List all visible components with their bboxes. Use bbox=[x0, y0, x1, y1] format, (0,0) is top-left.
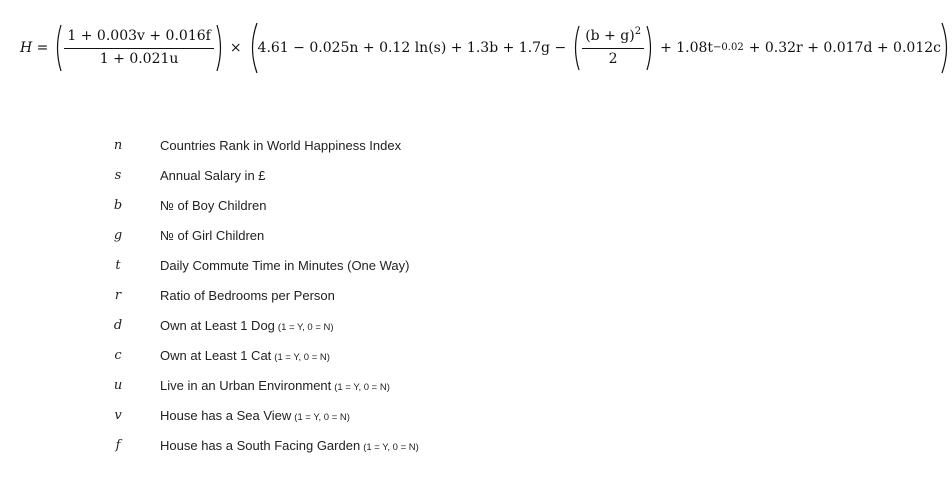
variable-description: Daily Commute Time in Minutes (One Way) bbox=[160, 258, 410, 273]
legend-row bbox=[0, 221, 884, 251]
fraction-multiplier-denominator: 1 + 0.021u bbox=[99, 50, 179, 67]
variable-description: Live in an Urban Environment (1 = Y, 0 = N) bbox=[160, 378, 390, 393]
variable-description: № of Girl Children bbox=[160, 228, 265, 243]
happiness-formula: H = $\frac{1 + 0.003v + 0.016f}{1 + 0.021u}$ × 4.61 − 0.025n + 0.12 ln(s) + 1.3b + 1.7g − $\frac{(b + g)^2}{2}$ + 1.08t −0.02 + 0.32r + 0.017d + 0.012c bbox=[20, 22, 952, 74]
right-paren-frac2 bbox=[646, 25, 655, 71]
variable-description: Annual Salary in £ bbox=[160, 168, 266, 183]
variable-description: Own at Least 1 Dog (1 = Y, 0 = N) bbox=[160, 318, 334, 333]
legend-row bbox=[0, 131, 884, 161]
legend-row bbox=[0, 251, 884, 281]
variable-description: Countries Rank in World Happiness Index bbox=[160, 138, 402, 153]
inner-expression-end: + 0.32r + 0.017d + 0.012c bbox=[748, 40, 941, 56]
times-sign: × bbox=[229, 40, 242, 56]
variable-description: House has a Sea View (1 = Y, 0 = N) bbox=[160, 408, 350, 423]
fraction-multiplier-numerator: 1 + 0.003v + 0.016f bbox=[64, 28, 213, 49]
variable-symbol: n bbox=[113, 138, 123, 153]
fraction-children-denominator: 2 bbox=[608, 50, 618, 67]
legend-row bbox=[0, 281, 884, 311]
variable-symbol: u bbox=[113, 378, 123, 393]
variable-description: № of Boy Children bbox=[160, 198, 267, 213]
inner-expression-mid: + 1.08t bbox=[660, 40, 714, 56]
variable-description: Ratio of Bedrooms per Person bbox=[160, 288, 335, 303]
right-paren-frac1 bbox=[216, 24, 225, 72]
variable-description: House has a South Facing Garden (1 = Y, 0 = N) bbox=[160, 438, 419, 453]
formula-lhs: H = bbox=[20, 40, 49, 56]
fraction-multiplier bbox=[64, 28, 213, 68]
variable-symbol: d bbox=[113, 318, 123, 333]
variable-symbol: r bbox=[114, 288, 122, 303]
left-paren-frac1 bbox=[53, 24, 62, 72]
variable-symbol: s bbox=[114, 168, 122, 183]
fraction-children bbox=[582, 28, 644, 68]
variable-description: Own at Least 1 Cat (1 = Y, 0 = N) bbox=[160, 348, 330, 363]
legend-row bbox=[0, 161, 884, 191]
legend-row bbox=[0, 311, 884, 341]
legend-row bbox=[0, 191, 884, 221]
inner-expression-start: 4.61 − 0.025n + 0.12 ln(s) + 1.3b + 1.7g − bbox=[257, 40, 567, 56]
variable-symbol: b bbox=[113, 198, 123, 213]
legend-row bbox=[0, 341, 884, 371]
variable-symbol: c bbox=[114, 348, 122, 363]
fraction-children-base: (b + g) bbox=[585, 28, 635, 44]
fraction-children-exponent: 2 bbox=[634, 26, 642, 37]
legend-row bbox=[0, 371, 884, 401]
legend-row bbox=[0, 431, 884, 461]
variable-symbol: g bbox=[113, 228, 123, 243]
left-paren-big bbox=[247, 22, 258, 74]
left-paren-frac2 bbox=[571, 25, 580, 71]
fraction-children-numerator bbox=[582, 28, 644, 49]
variable-symbol: v bbox=[114, 408, 122, 423]
variable-symbol: t bbox=[115, 258, 121, 273]
legend-row bbox=[0, 401, 884, 431]
right-paren-big bbox=[941, 22, 952, 74]
variable-symbol: f bbox=[115, 438, 121, 453]
